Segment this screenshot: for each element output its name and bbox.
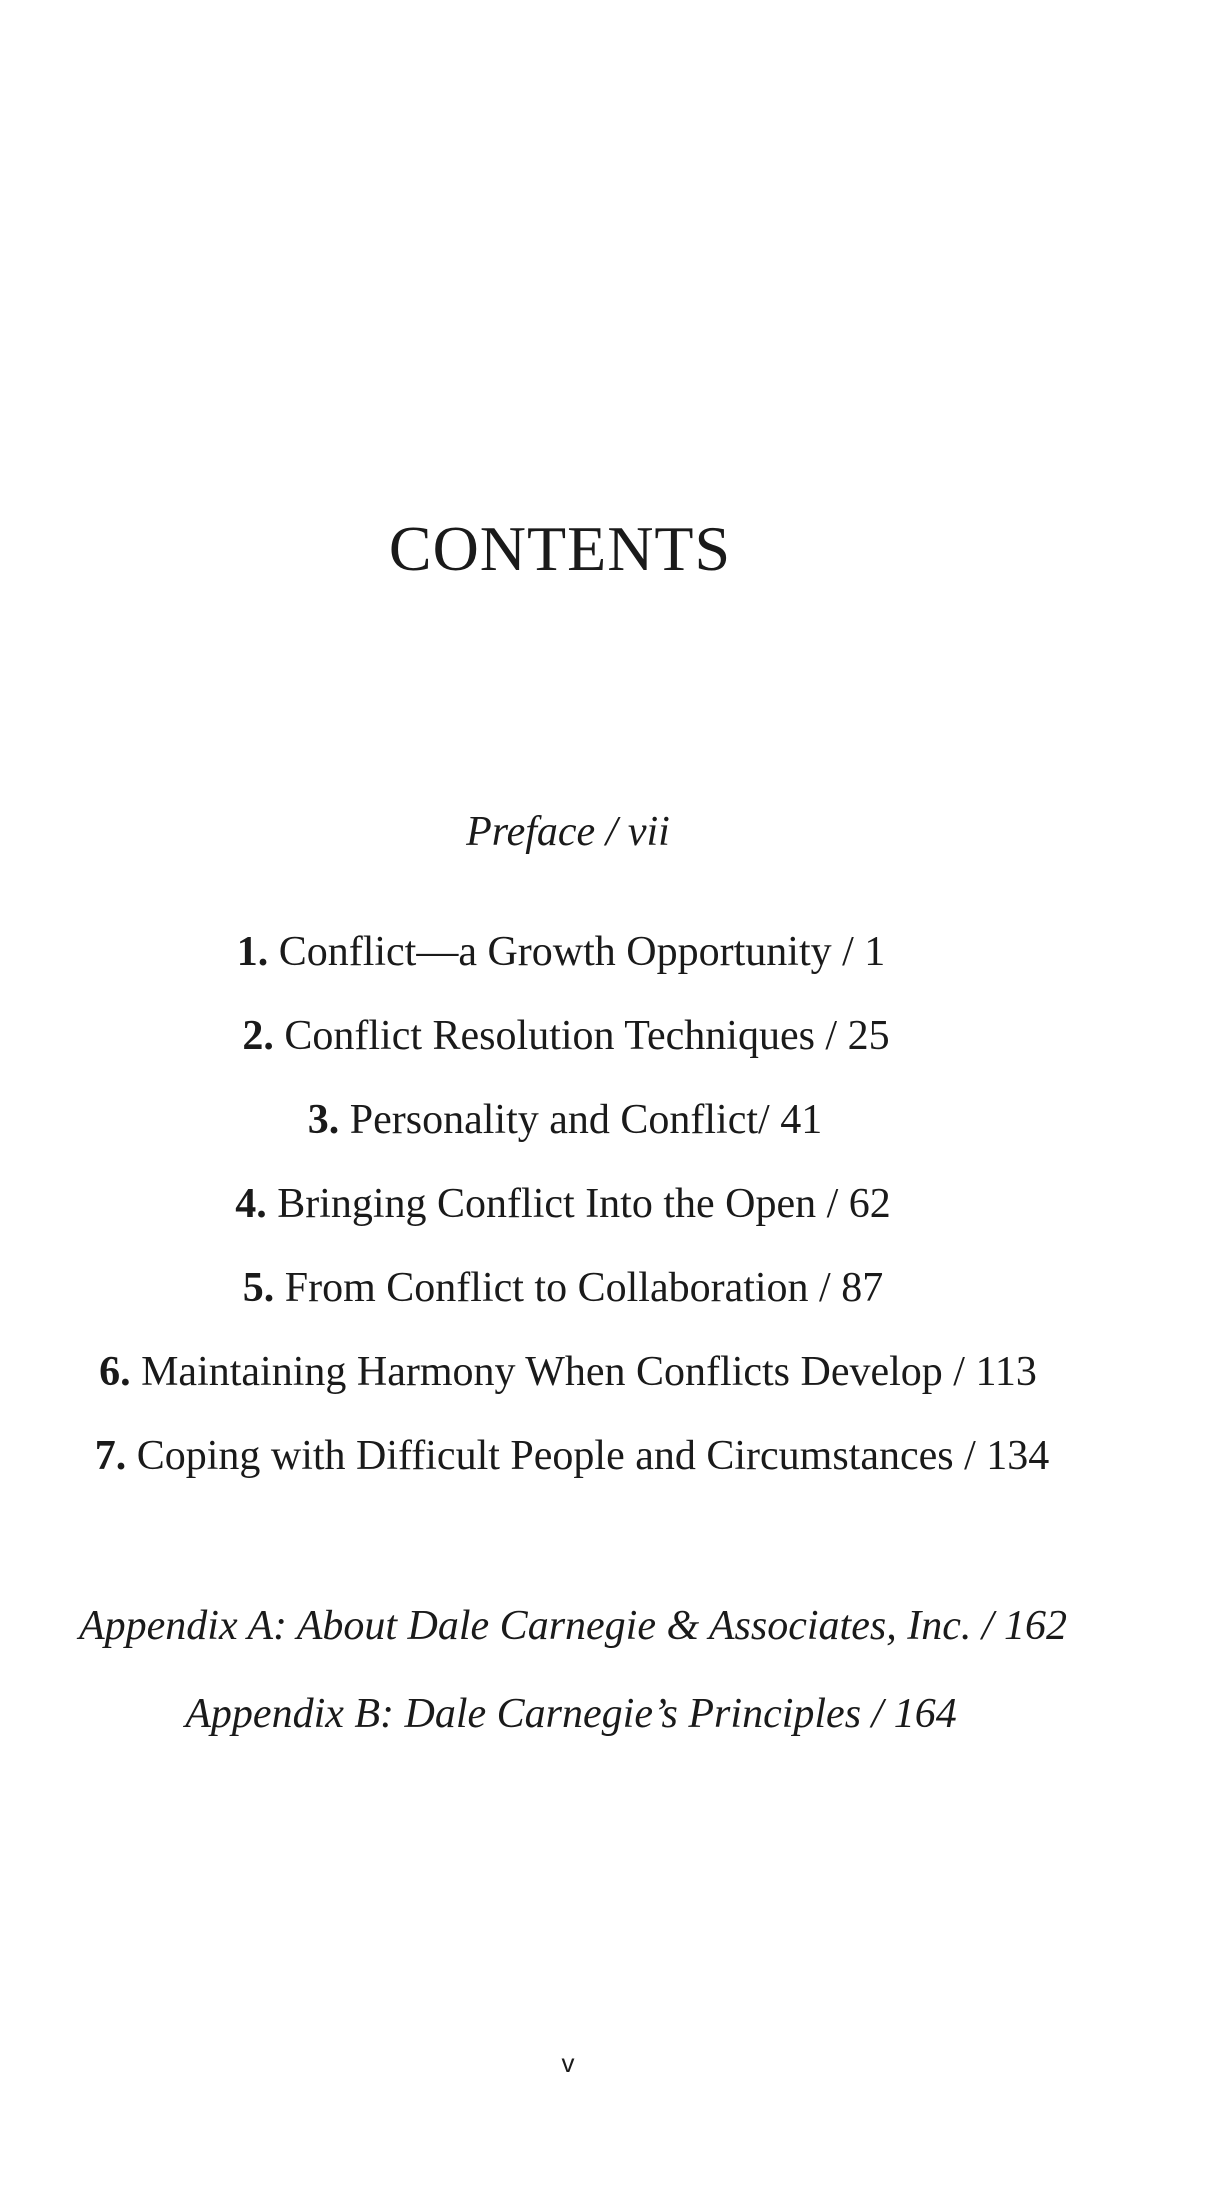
toc-entry-number: 2. [242, 1013, 274, 1059]
toc-entry-6 [0, 1348, 1136, 1396]
page-title: CONTENTS [388, 513, 732, 584]
toc-entry-3 [0, 1096, 1130, 1144]
toc-appendix-b: Appendix B: Dale Carnegie’s Principles / 164 [185, 1691, 957, 1737]
toc-entry-7 [0, 1432, 1144, 1480]
toc-entry-text: From Conflict to Collaboration / 87 [284, 1265, 884, 1311]
toc-entry-number: 1. [236, 929, 269, 975]
toc-entry-number: 5. [242, 1265, 275, 1311]
toc-entry-text: Maintaining Harmony When Conflicts Develop / 113 [141, 1349, 1037, 1395]
toc-entry-4 [0, 1180, 1126, 1228]
toc-entry-text: Conflict Resolution Techniques / 25 [284, 1013, 890, 1059]
toc-entry-text: Conflict—a Growth Opportunity / 1 [278, 929, 886, 975]
toc-entry-2 [0, 1012, 1132, 1060]
toc-entry-number: 6. [99, 1349, 131, 1395]
toc-preface: Preface / vii [466, 809, 670, 855]
toc-entry-1 [0, 928, 1122, 976]
page-number: v [561, 2048, 575, 2078]
toc-entry-number: 4. [235, 1181, 267, 1227]
toc-entry-text: Bringing Conflict Into the Open / 62 [277, 1181, 891, 1227]
toc-appendix-a: Appendix A: About Dale Carnegie & Associates, Inc. / 162 [78, 1603, 1068, 1649]
toc-entry-number: 7. [94, 1433, 127, 1479]
toc-entry-text: Personality and Conflict/ 41 [349, 1097, 823, 1143]
toc-entry-number: 3. [307, 1097, 340, 1143]
toc-entry-text: Coping with Difficult People and Circumstances / 134 [136, 1433, 1050, 1479]
toc-entry-5 [0, 1264, 1126, 1312]
